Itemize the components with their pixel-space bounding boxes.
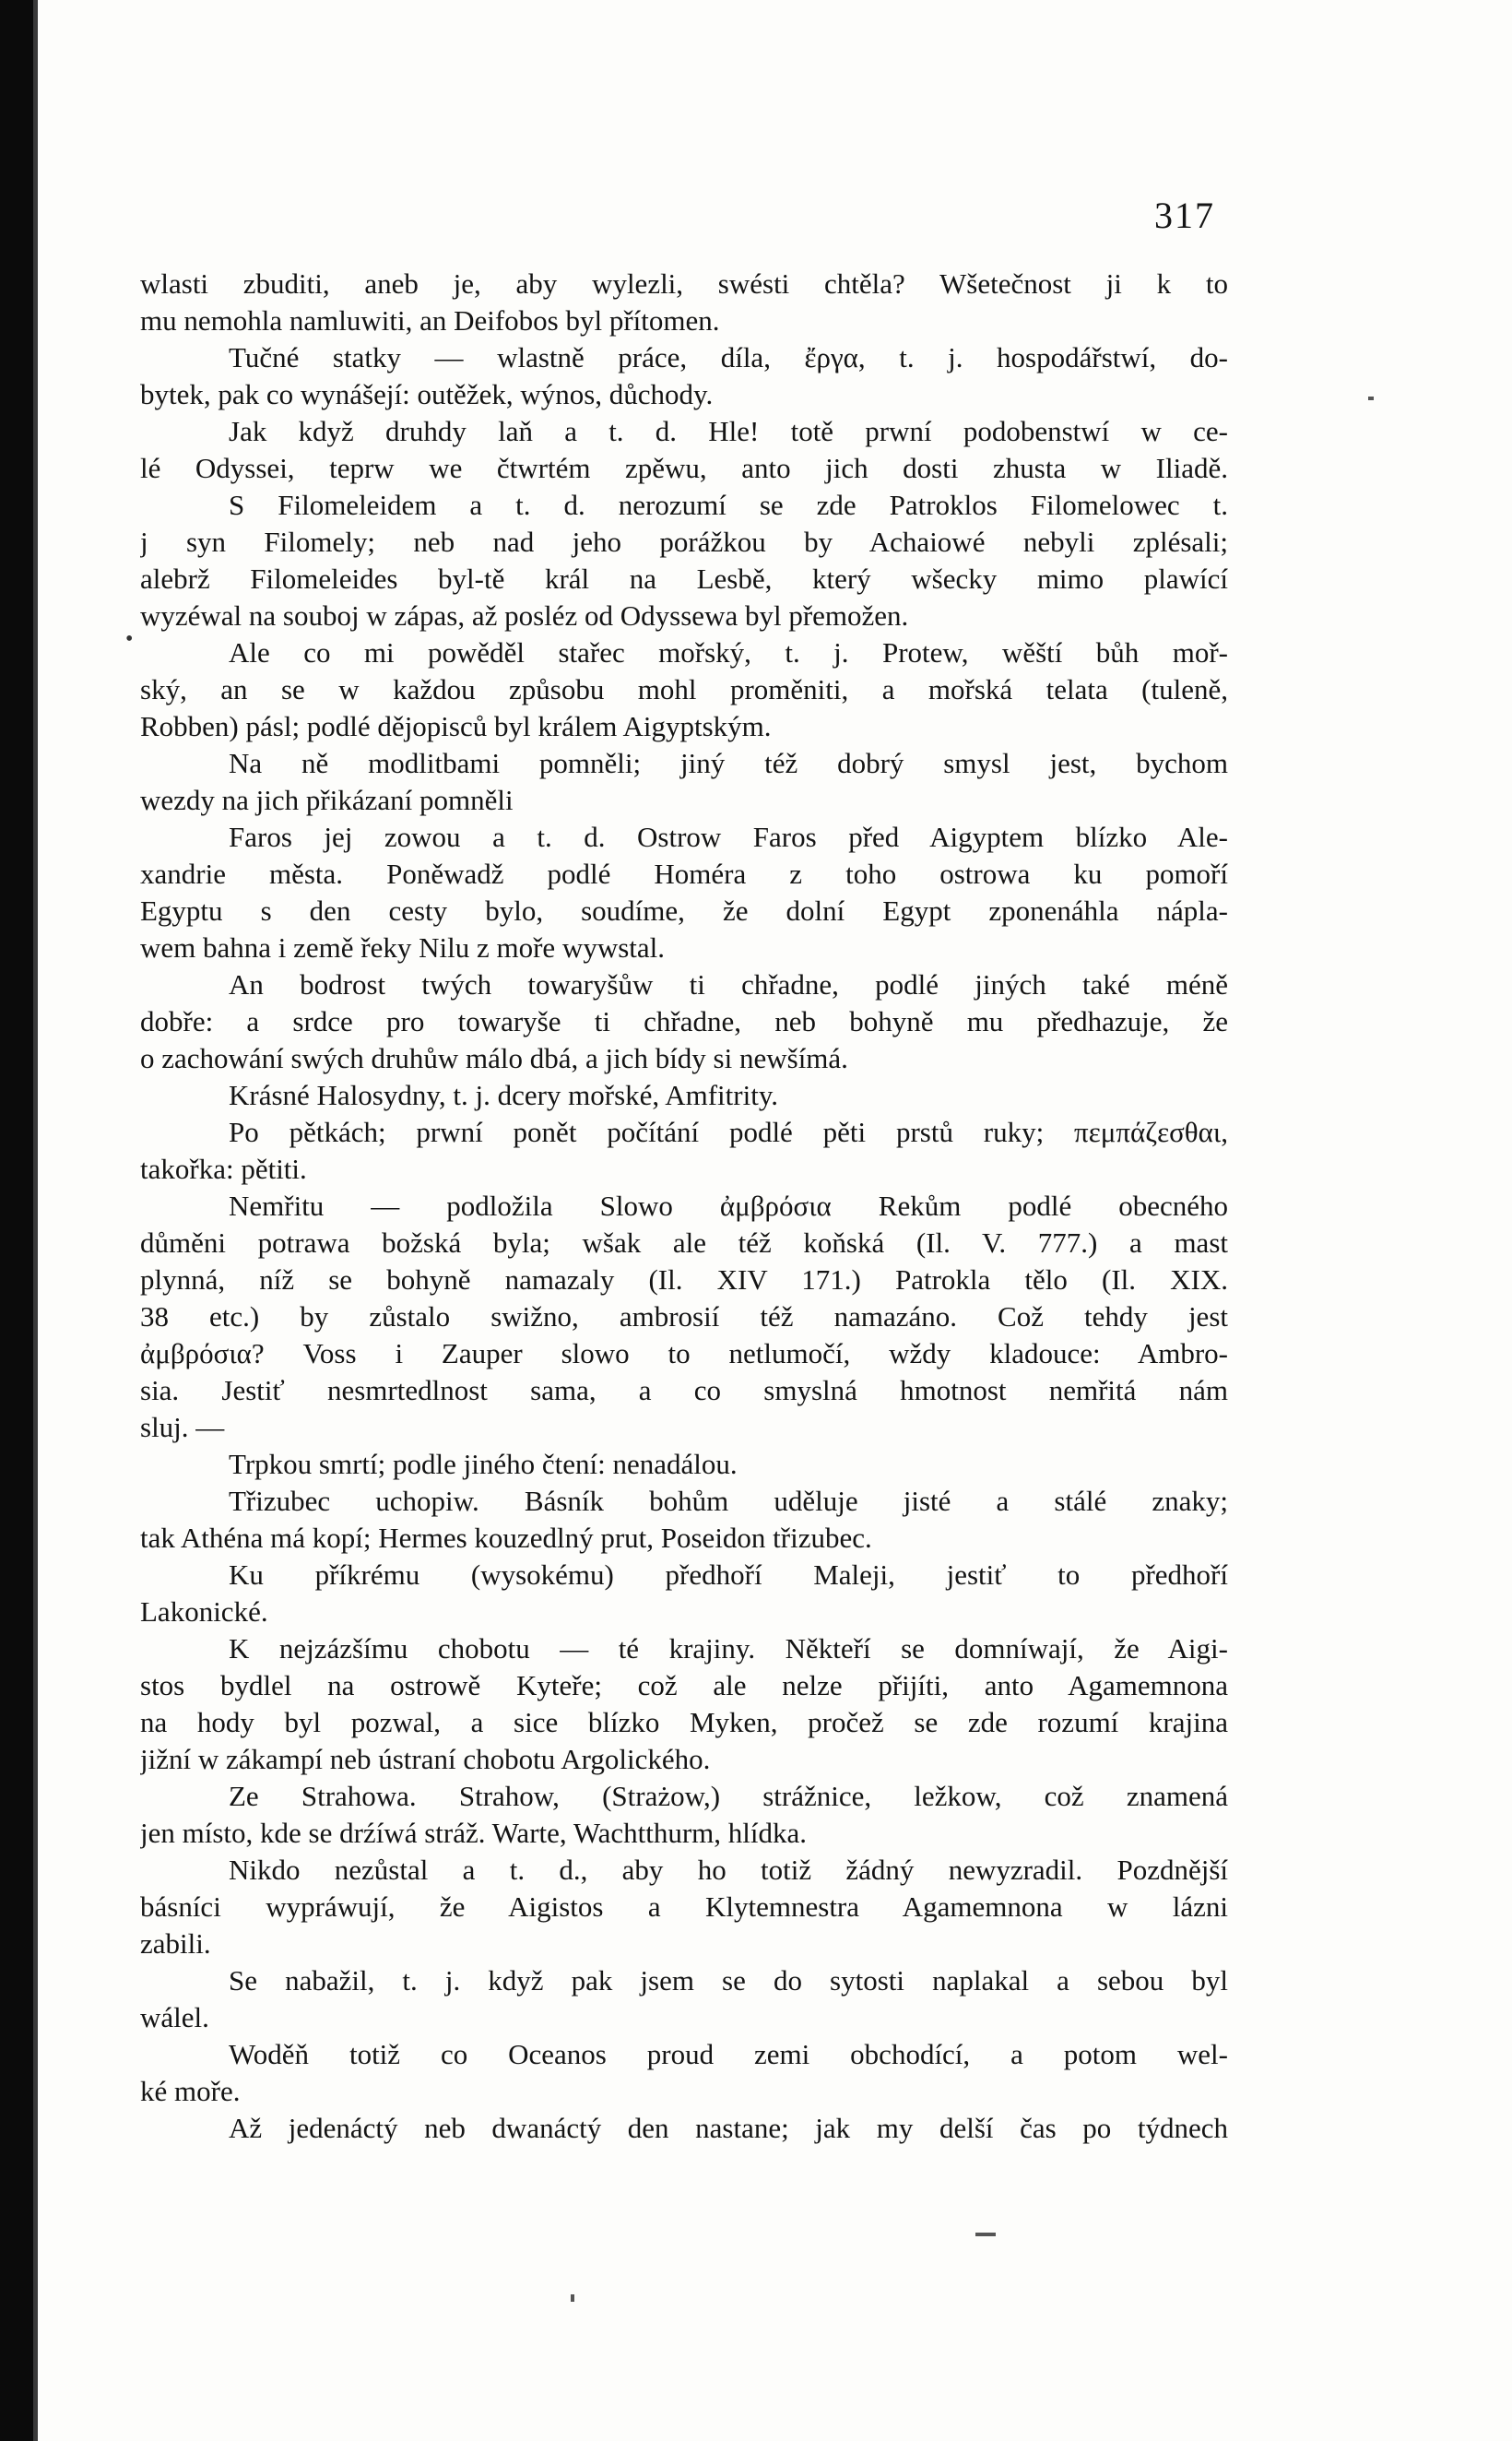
text-line: na hody byl pozwal, a sice blízko Myken, pročež se zde rozumí krajina	[140, 1706, 1228, 1738]
text-line: bytek, pak co wynášejí: outěžek, wýnos, důchody.	[140, 378, 714, 410]
text-line: Až jedenáctý neb dwanáctý den nastane; jak my delší čas po týdnech	[229, 2112, 1228, 2144]
text-line: plynná, níž se bohyně namazaly (Il. XIV 171.) Patrokla tělo (Il. XIX.	[140, 1263, 1228, 1296]
scan-speck	[975, 2233, 996, 2236]
text-line: An bodrost twých towaryšůw ti chřadne, podlé jiných také méně	[229, 968, 1228, 1001]
page-number: 317	[1154, 195, 1215, 236]
text-line: stos bydlel na ostrowě Kyteře; což ale nelze přijíti, anto Agamemnona	[140, 1669, 1228, 1701]
text-line: lé Odyssei, teprw we čtwrtém zpěwu, anto jich dosti zhusta w Iliadě.	[140, 452, 1228, 484]
text-line: ský, an se w každou způsobu mohl proměniti, a mořská telata (tuleně,	[140, 673, 1228, 705]
scan-speck	[1368, 397, 1374, 400]
text-line: ἀμβρόσια? Voss i Zauper slowo to netlumočí, wždy kladouce: Ambro-	[140, 1337, 1228, 1369]
text-line: důměni potrawa božská byla; wšak ale též koňská (Il. V. 777.) a mast	[140, 1226, 1228, 1259]
text-line: wem bahna i země řeky Nilu z moře wywstal.	[140, 931, 666, 964]
text-line: Lakonické.	[140, 1595, 268, 1628]
text-line: wyzéwal na souboj w zápas, až posléz od Odyssewa byl přemožen.	[140, 599, 909, 632]
scan-edge-dark	[0, 0, 33, 2441]
text-line: xandrie města. Poněwadž podlé Homéra z toho ostrowa ku pomoří	[140, 858, 1228, 890]
text-line: Nemřitu — podložila Slowo ἀμβρόσια Rekům podlé obecného	[229, 1190, 1228, 1222]
text-line: alebrž Filomeleides byl-tě král na Lesbě, který wšecky mimo plawící	[140, 563, 1228, 595]
text-line: tak Athéna má kopí; Hermes kouzedlný prut, Poseidon třizubec.	[140, 1522, 872, 1554]
text-line: sia. Jestiť nesmrtedlnost sama, a co smyslná hmotnost nemřitá nám	[140, 1374, 1228, 1406]
text-line: mu nemohla namluwiti, an Deifobos byl přítomen.	[140, 304, 720, 337]
text-line: wlasti zbuditi, aneb je, aby wylezli, swésti chtěla? Wšetečnost ji k to	[140, 267, 1228, 300]
text-line: Třizubec uchopiw. Básník bohům uděluje jisté a stálé znaky;	[229, 1485, 1228, 1517]
text-line: Na ně modlitbami pomněli; jiný též dobrý smysl jest, bychom	[229, 747, 1228, 779]
text-line: sluj. —	[140, 1411, 225, 1443]
scan-speck	[571, 2294, 574, 2302]
text-line: Se nabažil, t. j. když pak jsem se do sytosti naplakal a sebou byl	[229, 1964, 1228, 1997]
text-line: básníci wypráwují, že Aigistos a Klytemnestra Agamemnona w lázni	[140, 1890, 1228, 1923]
text-line: Krásné Halosydny, t. j. dcery mořské, Amfitrity.	[229, 1079, 779, 1111]
text-line: Ale co mi powěděl stařec mořský, t. j. Protew, wěští bůh moř-	[229, 636, 1228, 669]
text-line: jižní w zákampí neb ústraní chobotu Argolického.	[140, 1743, 711, 1775]
text-line: j syn Filomely; neb nad jeho porážkou by Achaiowé nebyli zplésali;	[140, 526, 1228, 558]
text-line: wezdy na jich přikázaní pomněli	[140, 784, 514, 816]
text-line: jen místo, kde se drźíwá stráž. Warte, Wachtthurm, hlídka.	[140, 1817, 808, 1849]
text-line: ké moře.	[140, 2075, 241, 2107]
text-line: o zachowání swých druhůw málo dbá, a jich bídy si newšímá.	[140, 1042, 848, 1074]
commentary-text	[140, 266, 1228, 2147]
text-line: Egyptu s den cesty bylo, soudíme, že dolní Egypt zponenáhla náplа-	[140, 895, 1228, 927]
margin-bullet: •	[125, 627, 134, 651]
text-line: Woděň totiž co Oceanos proud zemi obchodící, a potom wel-	[229, 2038, 1228, 2070]
text-line: Tučné statky — wlastně práce, díla, ἔργα, t. j. hospodářstwí, do-	[229, 341, 1228, 373]
text-line: Jak když druhdy laň a t. d. Hle! totě prwní podobenstwí w ce-	[229, 415, 1228, 447]
text-line: zabili.	[140, 1927, 211, 1960]
text-line: 38 etc.) by zůstalo swižno, ambrosií též namazáno. Což tehdy jest	[140, 1300, 1228, 1333]
text-line: Po pětkách; prwní ponět počítání podlé pěti prstů ruky; πεμπάζεσθαι,	[229, 1116, 1228, 1148]
text-line: Ku příkrému (wysokému) předhoří Maleji, jestiť to předhoří	[229, 1558, 1228, 1591]
text-line: K nejzázšímu chobotu — té krajiny. Někteří se domníwají, že Aigi-	[229, 1632, 1228, 1665]
text-line: wálel.	[140, 2001, 209, 2033]
text-line: Ze Strahowa. Strahow, (Strażow,) strážnice, ležkow, což znamená	[229, 1780, 1228, 1812]
text-line: Robben) pásl; podlé dějopisců byl králem Aigyptským.	[140, 710, 772, 742]
text-line: Faros jej zowou a t. d. Ostrow Faros před Aigyptem blízko Ale-	[229, 821, 1228, 853]
text-line: S Filomeleidem a t. d. nerozumí se zde Patroklos Filomelowec t.	[229, 489, 1228, 521]
text-line: takořka: pětiti.	[140, 1153, 307, 1185]
text-line: dobře: a srdce pro towaryše ti chřadne, neb bohyně mu předhazuje, že	[140, 1005, 1228, 1037]
scan-edge-line	[33, 0, 38, 2441]
text-line: Trpkou smrtí; podle jiného čtení: nenadálou.	[229, 1448, 738, 1480]
text-line: Nikdo nezůstal a t. d., aby ho totiž žádný newyzradil. Pozdnější	[229, 1854, 1228, 1886]
